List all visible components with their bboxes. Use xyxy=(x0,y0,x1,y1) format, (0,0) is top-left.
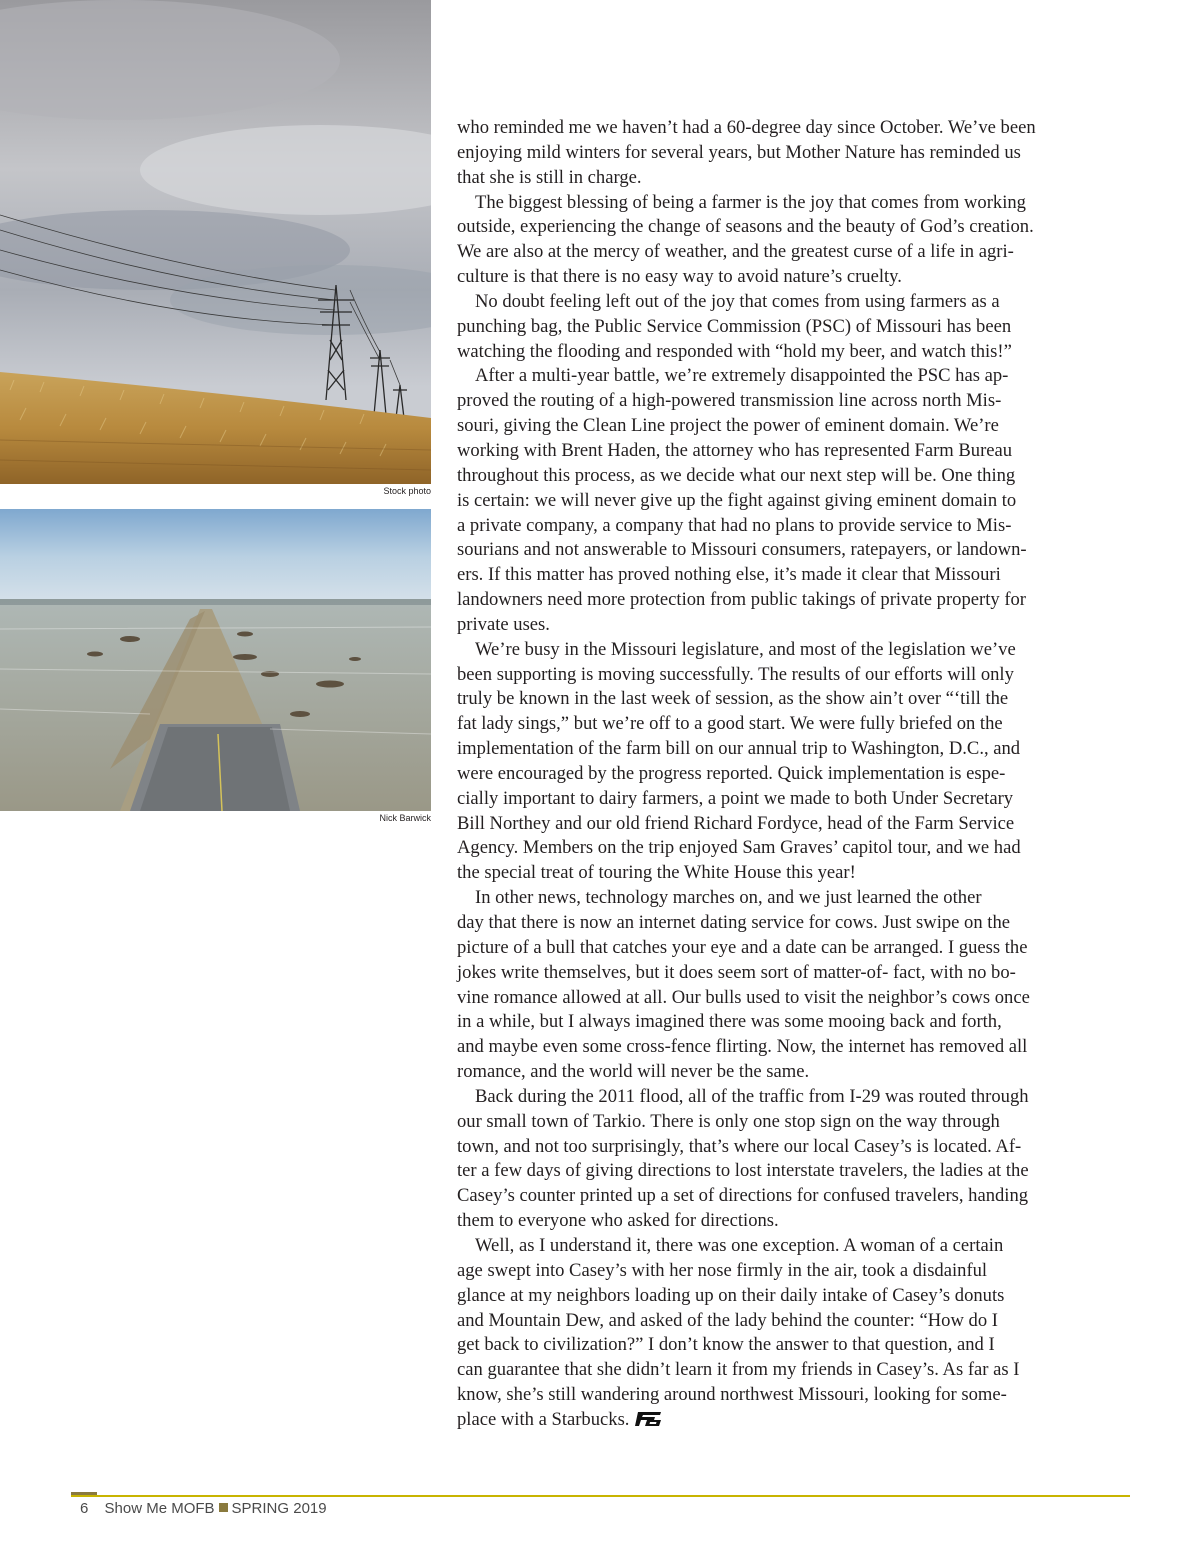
article-line xyxy=(457,836,1130,861)
article-line-text: The biggest blessing of being a farmer is the joy that comes from working xyxy=(475,191,1026,213)
article-line-text: in a while, but I always imagined there was some mooing back and forth, xyxy=(457,1011,1002,1033)
article-line-text: the special treat of touring the White House this year! xyxy=(457,862,856,884)
article-line-text: fat lady sings,” but we’re off to a good start. We were fully briefed on the xyxy=(457,713,1003,735)
article-line-text: punching bag, the Public Service Commission (PSC) of Missouri has been xyxy=(457,315,1012,337)
article-body xyxy=(457,116,1130,1433)
article-line xyxy=(457,1259,1130,1284)
article-line xyxy=(457,215,1130,240)
article-line xyxy=(457,563,1130,588)
article-line xyxy=(457,986,1130,1011)
article-line-text: souri, giving the Clean Line project the power of eminent domain. We’re xyxy=(457,415,999,437)
article-line xyxy=(457,911,1130,936)
article-line-text: and maybe even some cross-fence flirting. Now, the internet has removed all xyxy=(457,1036,1028,1058)
article-line-text: ter a few days of giving directions to lost interstate travelers, the ladies at the xyxy=(457,1160,1029,1182)
article-line xyxy=(457,414,1130,439)
article-line xyxy=(457,464,1130,489)
article-line-text: Bill Northey and our old friend Richard Fordyce, head of the Farm Service xyxy=(457,812,1015,834)
article-line xyxy=(457,489,1130,514)
article-line-text: No doubt feeling left out of the joy that comes from using farmers as a xyxy=(475,290,1000,312)
article-line xyxy=(457,1309,1130,1334)
article-line-text: outside, experiencing the change of seasons and the beauty of God’s creation. xyxy=(457,216,1034,238)
cornfield-photo xyxy=(0,0,431,484)
article-line-text: jokes write themselves, but it does seem sort of matter-of- fact, with no bo- xyxy=(457,961,1016,983)
article-line xyxy=(457,712,1130,737)
article-line-text: working with Brent Haden, the attorney who has represented Farm Bureau xyxy=(457,439,1013,461)
article-line-text: truly be known in the last week of session, as the show ain’t over “‘till the xyxy=(457,688,1009,710)
page-number: 6 xyxy=(80,1500,89,1517)
article-line-text: know, she’s still wandering around northwest Missouri, looking for some- xyxy=(457,1384,1007,1406)
article-line xyxy=(457,812,1130,837)
article-line-text: them to everyone who asked for directions. xyxy=(457,1210,779,1232)
article-line xyxy=(457,1333,1130,1358)
article-line-text: enjoying mild winters for several years, but Mother Nature has reminded us xyxy=(457,141,1021,163)
article-line-text: cially important to dairy farmers, a point we made to both Under Secretary xyxy=(457,787,1014,809)
article-line-text: can guarantee that she didn’t learn it from my friends in Casey’s. As far as I xyxy=(457,1359,1020,1381)
article-line-text: culture is that there is no easy way to avoid nature’s cruelty. xyxy=(457,266,902,288)
article-line-text: been supporting is moving successfully. The results of our efforts will only xyxy=(457,663,1014,685)
photo-credit: Stock photo xyxy=(383,486,431,496)
article-line xyxy=(457,1408,1130,1433)
article-line xyxy=(457,936,1130,961)
publication-name: Show Me MOFB xyxy=(104,1500,215,1517)
article-line xyxy=(457,1010,1130,1035)
article-line xyxy=(457,588,1130,613)
article-line-text: Well, as I understand it, there was one exception. A woman of a certain xyxy=(475,1234,1004,1256)
article-line xyxy=(457,1060,1130,1085)
article-line xyxy=(457,364,1130,389)
article-line xyxy=(457,141,1130,166)
article-line-text: In other news, technology marches on, and we just learned the other xyxy=(475,887,982,909)
article-line-text: a private company, a company that had no plans to provide service to Mis- xyxy=(457,514,1012,536)
article-line xyxy=(457,613,1130,638)
article-line-text: that she is still in charge. xyxy=(457,166,642,188)
article-line-text: age swept into Casey’s with her nose firmly in the air, took a disdainful xyxy=(457,1259,988,1281)
article-line xyxy=(457,1135,1130,1160)
article-line xyxy=(457,787,1130,812)
article-line-text: ers. If this matter has proved nothing else, it’s made it clear that Missouri xyxy=(457,564,1001,586)
article-line xyxy=(457,439,1130,464)
article-line-text: and Mountain Dew, and asked of the lady behind the counter: “How do I xyxy=(457,1309,998,1331)
article-line xyxy=(457,265,1130,290)
article-line-text: throughout this process, as we decide what our next step will be. One thing xyxy=(457,464,1016,486)
article-line xyxy=(457,116,1130,141)
article-line-text: After a multi-year battle, we’re extremely disappointed the PSC has ap- xyxy=(475,365,1009,387)
flooded-road-photo xyxy=(0,509,431,811)
article-line-text: Agency. Members on the trip enjoyed Sam Graves’ capitol tour, and we had xyxy=(457,837,1021,859)
article-line xyxy=(457,514,1130,539)
article-line xyxy=(457,538,1130,563)
article-line xyxy=(457,737,1130,762)
article-line-text: who reminded me we haven’t had a 60-degree day since October. We’ve been xyxy=(457,117,1036,138)
article-line-text: We are also at the mercy of weather, and the greatest curse of a life in agri- xyxy=(457,241,1014,263)
article-line xyxy=(457,1035,1130,1060)
article-line xyxy=(457,762,1130,787)
article-line-text: Casey’s counter printed up a set of directions for confused travelers, handing xyxy=(457,1185,1029,1207)
article-line xyxy=(457,166,1130,191)
article-line xyxy=(457,861,1130,886)
photo-credit: Nick Barwick xyxy=(379,813,431,823)
article-line xyxy=(457,1110,1130,1135)
article-line-text: were encouraged by the progress reported. Quick implementation is espe- xyxy=(457,762,1006,784)
article-line xyxy=(457,1234,1130,1259)
article-line xyxy=(457,1284,1130,1309)
article-line-text: implementation of the farm bill on our annual trip to Washington, D.C., and xyxy=(457,738,1021,760)
article-line-text: town, and not too surprisingly, that’s where our local Casey’s is located. Af- xyxy=(457,1135,1022,1157)
article-line xyxy=(457,290,1130,315)
article-line-text: glance at my neighbors loading up on their daily intake of Casey’s donuts xyxy=(457,1284,1005,1306)
article-line xyxy=(457,638,1130,663)
article-line-text: landowners need more protection from public takings of private property for xyxy=(457,589,1026,611)
article-line-text: Back during the 2011 flood, all of the traffic from I-29 was routed through xyxy=(475,1085,1029,1107)
article-line-text: private uses. xyxy=(457,613,550,635)
article-line xyxy=(457,315,1130,340)
page-footer xyxy=(80,1500,327,1517)
article-line-text: picture of a bull that catches your eye and a date can be arranged. I guess the xyxy=(457,936,1028,958)
article-line xyxy=(457,1209,1130,1234)
article-line xyxy=(457,961,1130,986)
article-line-text: get back to civilization?” I don’t know the answer to that question, and I xyxy=(457,1334,995,1356)
article-line-text: We’re busy in the Missouri legislature, and most of the legislation we’ve xyxy=(475,638,1016,660)
article-line xyxy=(457,663,1130,688)
article-line-text: vine romance allowed at all. Our bulls used to visit the neighbor’s cows once xyxy=(457,986,1030,1008)
article-line-text: proved the routing of a high-powered transmission line across north Mis- xyxy=(457,390,1002,412)
article-line-text: is certain: we will never give up the fight against giving eminent domain to xyxy=(457,489,1017,511)
farm-bureau-logo-icon xyxy=(635,1411,663,1427)
article-line xyxy=(457,1159,1130,1184)
article-line xyxy=(457,340,1130,365)
article-line xyxy=(457,191,1130,216)
article-line-text: romance, and the world will never be the same. xyxy=(457,1061,810,1083)
article-line xyxy=(457,1383,1130,1408)
issue-label: SPRING 2019 xyxy=(231,1500,327,1517)
article-line xyxy=(457,389,1130,414)
article-line xyxy=(457,1085,1130,1110)
separator-square-icon xyxy=(219,1503,228,1512)
article-line xyxy=(457,1184,1130,1209)
article-line xyxy=(457,687,1130,712)
article-line-text: sourians and not answerable to Missouri consumers, ratepayers, or landown- xyxy=(457,539,1027,561)
article-line xyxy=(457,1358,1130,1383)
article-line xyxy=(457,240,1130,265)
article-line-text: day that there is now an internet dating service for cows. Just swipe on the xyxy=(457,912,1011,933)
article-line-text: place with a Starbucks. xyxy=(457,1408,630,1430)
article-line-text: watching the flooding and responded with “hold my beer, and watch this!” xyxy=(457,340,1012,362)
article-line xyxy=(457,886,1130,911)
article-line-text: our small town of Tarkio. There is only one stop sign on the way through xyxy=(457,1110,1000,1132)
footer-rule xyxy=(71,1495,1130,1497)
